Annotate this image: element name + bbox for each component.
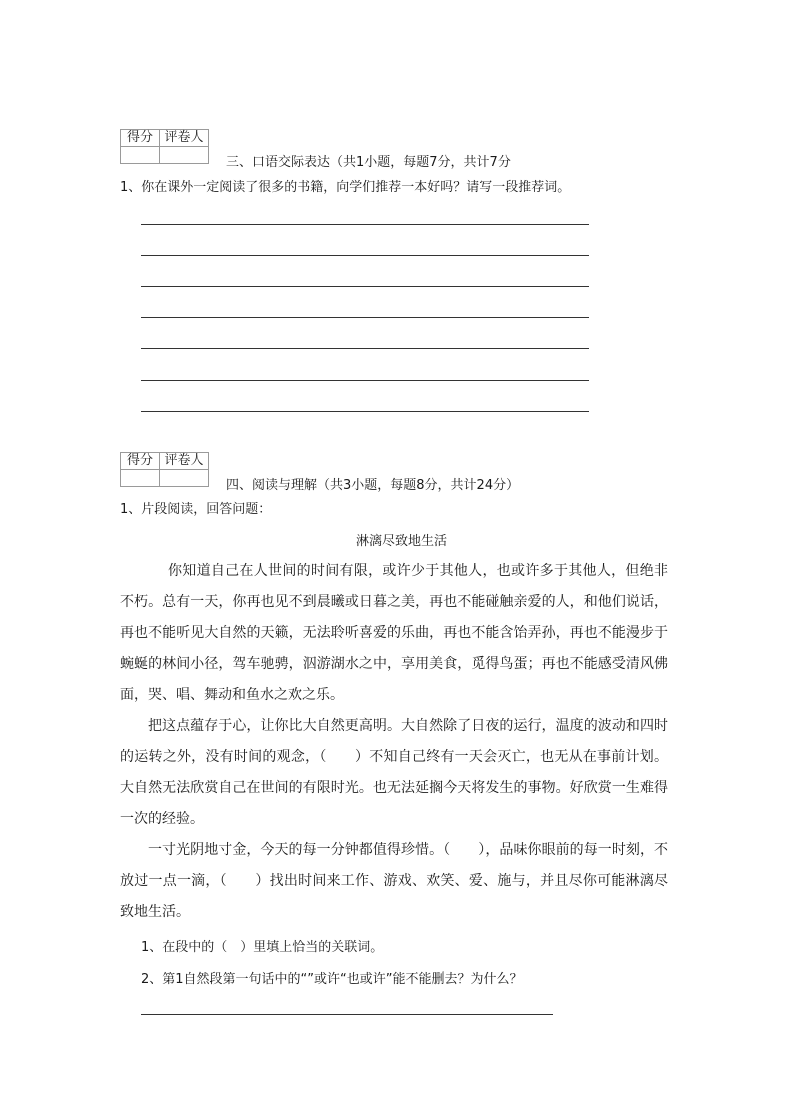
passage-paragraph-3 [120, 835, 668, 928]
answer-line[interactable] [141, 411, 589, 412]
passage-paragraph-1 [120, 556, 668, 711]
answer-line[interactable] [141, 286, 589, 287]
paragraph-text: 一寸光阴地寸金，今天的每一分钟都值得珍惜。（ ），品味你眼前的每一时刻，不放过一点一滴，（ ）找出时间来工作、游戏、欢笑、爱、施与，并且尽你可能淋漓尽致地生活。 [120, 842, 668, 920]
grader-label: 评卷人 [160, 453, 209, 470]
sub-question-2: 2、第1自然段第一句话中的“”或许“也或许”能不能删去？为什么？ [141, 972, 523, 987]
section4-title: 四、阅读与理解（共3小题，每题8分，共计24分） [226, 478, 520, 493]
answer-line[interactable] [141, 348, 589, 349]
score-table-section4 [120, 452, 209, 487]
section4-question: 1、片段阅读，回答问题： [120, 502, 272, 517]
grader-cell [160, 470, 209, 487]
score-label: 得分 [121, 453, 160, 470]
answer-line[interactable] [141, 380, 589, 381]
answer-line[interactable] [141, 317, 589, 318]
score-table-section3 [120, 129, 209, 164]
paragraph-text: 把这点蕴存于心，让你比大自然更高明。大自然除了日夜的运行，温度的波动和四时的运转之外，没有时间的观念，（ ）不知自己终有一天会灭亡，也无从在事前计划。大自然无法欣赏自己在世间的有限时光。也无法延搁今天将发生的事物。好欣赏一生难得一次的经验。 [120, 718, 668, 827]
score-cell [121, 470, 160, 487]
score-label: 得分 [121, 130, 160, 147]
sub-question-1: 1、在段中的（ ）里填上恰当的关联词。 [141, 940, 384, 955]
answer-line[interactable] [141, 224, 589, 225]
answer-line[interactable] [141, 1014, 553, 1015]
paragraph-text: 你知道自己在人世间的时间有限，或许少于其他人，也或许多于其他人，但绝非不朽。总有一天，你再也见不到晨曦或日暮之美，再也不能碰触亲爱的人，和他们说话，再也不能听见大自然的天籁，无法聆听喜爱的乐曲，再也不能含饴弄孙，再也不能漫步于蜿蜒的林间小径，驾车驰骋，泅游湖水之中，享用美食，觅得鸟蛋；再也不能感受清风佛面，哭、唱、舞动和鱼水之欢之乐。 [120, 563, 668, 703]
score-cell [121, 147, 160, 164]
section3-question: 1、你在课外一定阅读了很多的书籍，向学们推荐一本好吗？请写一段推荐词。 [120, 180, 571, 195]
passage-paragraph-2 [120, 711, 668, 835]
passage-title: 淋漓尽致地生活 [356, 534, 448, 549]
section3-title: 三、口语交际表达（共1小题，每题7分，共计7分 [226, 155, 511, 170]
answer-line[interactable] [141, 255, 589, 256]
grader-label: 评卷人 [160, 130, 209, 147]
grader-cell [160, 147, 209, 164]
